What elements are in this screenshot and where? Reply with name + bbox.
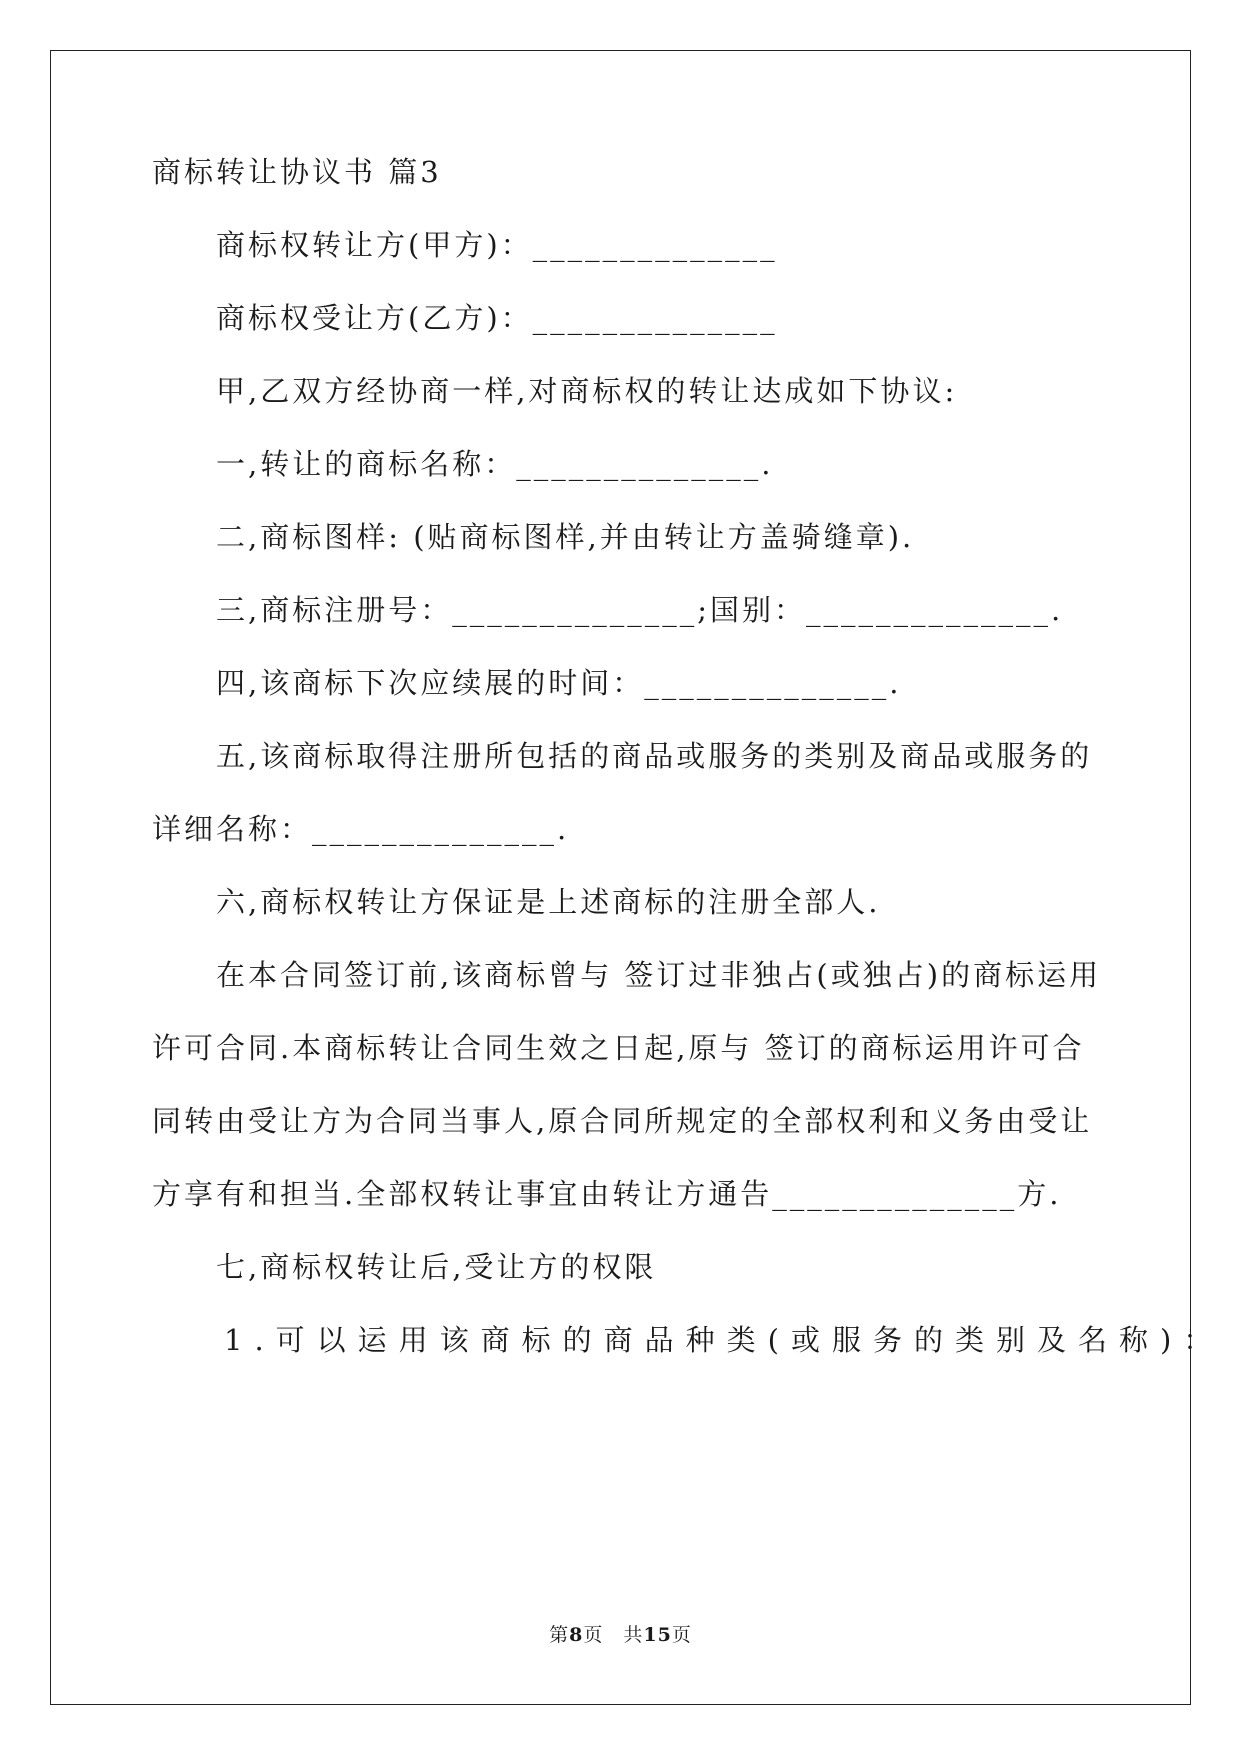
footer-suffix: 页 (671, 1624, 692, 1646)
paragraph-agreement-intro: 甲,乙双方经协商一样,对商标权的转让达成如下协议: (216, 374, 958, 408)
page-number-footer (0, 1620, 1241, 1647)
paragraph-clause-3: 三,商标注册号：______________;国别：______________. (216, 593, 1064, 627)
footer-current-page: 8 (569, 1624, 584, 1646)
paragraph-transferee: 商标权受让方(乙方)：______________ (216, 301, 778, 335)
paragraph-license-line1: 在本合同签订前,该商标曾与 签订过非独占(或独占)的商标运用 (216, 958, 1102, 992)
paragraph-clause-5-line2: 详细名称：______________. (152, 812, 570, 846)
footer-prefix: 第 (549, 1624, 570, 1646)
paragraph-clause-7-item-1: 1.可以运用该商标的商品种类(或服务的类别及名称)： (224, 1323, 1225, 1357)
paragraph-license-line3: 同转由受让方为合同当事人,原合同所规定的全部权利和义务由受让 (152, 1104, 1093, 1138)
footer-total-pages: 15 (643, 1624, 672, 1646)
paragraph-clause-1: 一,转让的商标名称：______________. (216, 447, 774, 481)
paragraph-transferor: 商标权转让方(甲方)：______________ (216, 228, 778, 262)
paragraph-clause-4: 四,该商标下次应续展的时间：______________. (216, 666, 902, 700)
footer-mid: 页 共 (583, 1624, 644, 1646)
paragraph-license-line4: 方享有和担当.全部权转让事宜由转让方通告______________方. (152, 1177, 1062, 1211)
paragraph-clause-2: 二,商标图样: (贴商标图样,并由转让方盖骑缝章). (216, 520, 915, 554)
paragraph-clause-6: 六,商标权转让方保证是上述商标的注册全部人. (216, 885, 881, 919)
document-title: 商标转让协议书 篇3 (152, 155, 442, 189)
paragraph-clause-7: 七,商标权转让后,受让方的权限 (216, 1250, 657, 1284)
paragraph-clause-5-line1: 五,该商标取得注册所包括的商品或服务的类别及商品或服务的 (216, 739, 1093, 773)
paragraph-license-line2: 许可合同.本商标转让合同生效之日起,原与 签订的商标运用许可合 (152, 1031, 1085, 1065)
